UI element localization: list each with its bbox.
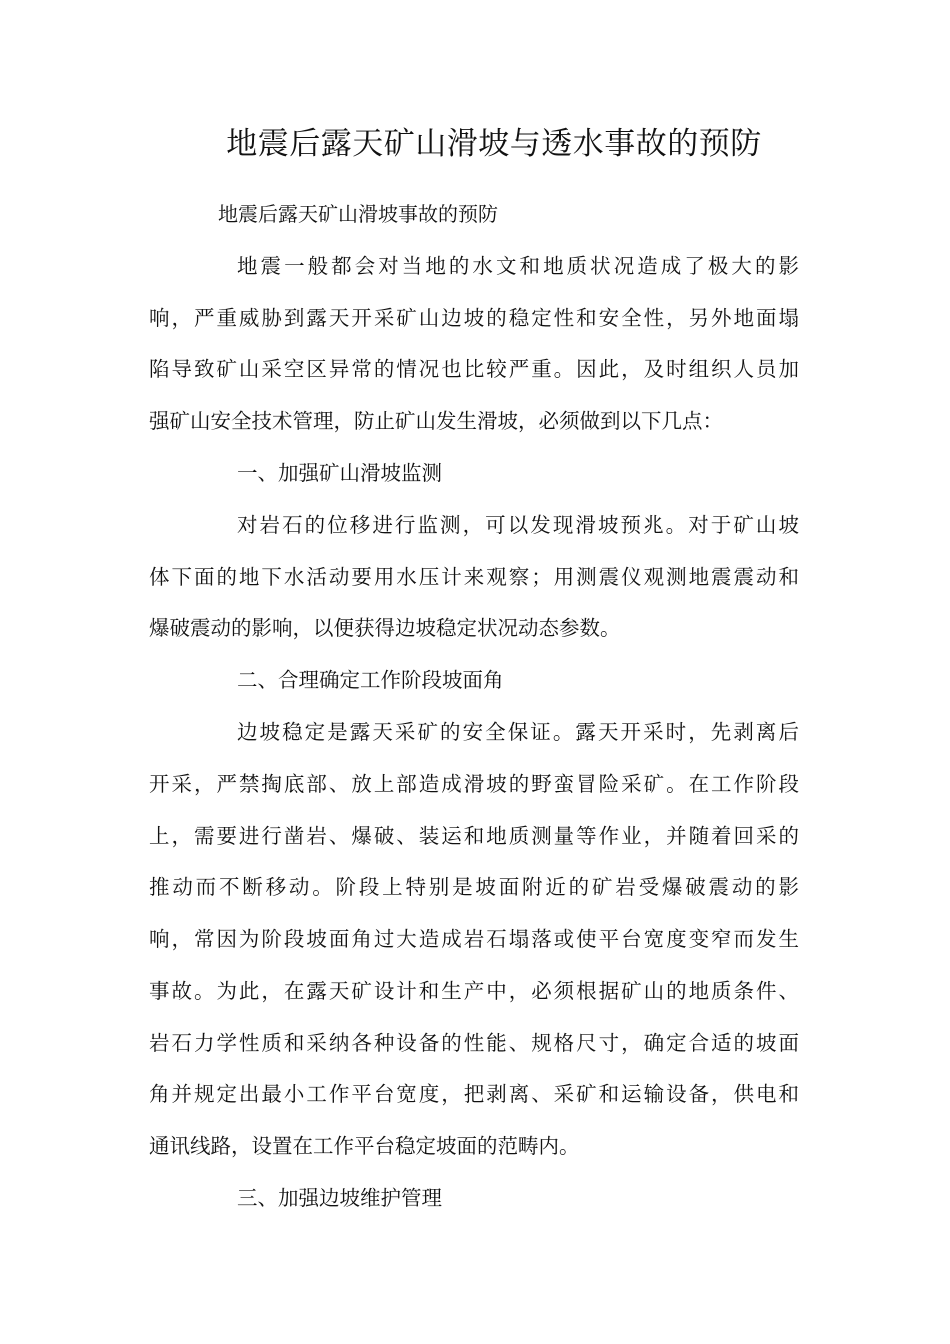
paragraph-line: 岩石力学性质和采纳各种设备的性能、规格尺寸，确定合适的坡面 — [149, 1031, 799, 1055]
section-heading: 二、合理确定工作阶段坡面角 — [237, 668, 504, 692]
paragraph-line: 体下面的地下水活动要用水压计来观察；用测震仪观测地震震动和 — [149, 565, 799, 589]
paragraph-line: 地震一般都会对当地的水文和地质状况造成了极大的影 — [237, 254, 799, 278]
paragraph-line: 推动而不断移动。阶段上特别是坡面附近的矿岩受爆破震动的影 — [149, 875, 799, 899]
section-heading: 一、加强矿山滑坡监测 — [237, 461, 442, 485]
paragraph-line: 对岩石的位移进行监测，可以发现滑坡预兆。对于矿山坡 — [237, 513, 799, 537]
paragraph-line: 强矿山安全技术管理，防止矿山发生滑坡，必须做到以下几点： — [149, 409, 723, 433]
section-heading: 三、加强边坡维护管理 — [237, 1186, 442, 1210]
paragraph-line: 上，需要进行凿岩、爆破、装运和地质测量等作业，并随着回采的 — [149, 824, 799, 848]
paragraph-line: 爆破震动的影响，以便获得边坡稳定状况动态参数。 — [149, 616, 621, 640]
paragraph-line: 事故。为此，在露天矿设计和生产中，必须根据矿山的地质条件、 — [149, 979, 799, 1003]
paragraph-line: 响，严重威胁到露天开采矿山边坡的稳定性和安全性，另外地面塌 — [149, 306, 799, 330]
paragraph-line: 开采，严禁掏底部、放上部造成滑坡的野蛮冒险采矿。在工作阶段 — [149, 772, 799, 796]
paragraph-line: 通讯线路，设置在工作平台稳定坡面的范畴内。 — [149, 1134, 580, 1158]
paragraph-line: 陷导致矿山采空区异常的情况也比较严重。因此，及时组织人员加 — [149, 357, 799, 381]
paragraph-line: 响，常因为阶段坡面角过大造成岩石塌落或使平台宽度变窄而发生 — [149, 927, 799, 951]
paragraph-line: 边坡稳定是露天采矿的安全保证。露天开采时，先剥离后 — [237, 720, 799, 744]
section-subtitle: 地震后露天矿山滑坡事故的预防 — [218, 202, 498, 226]
paragraph-line: 角并规定出最小工作平台宽度，把剥离、采矿和运输设备，供电和 — [149, 1082, 799, 1106]
document-title: 地震后露天矿山滑坡与透水事故的预防 — [226, 126, 762, 162]
